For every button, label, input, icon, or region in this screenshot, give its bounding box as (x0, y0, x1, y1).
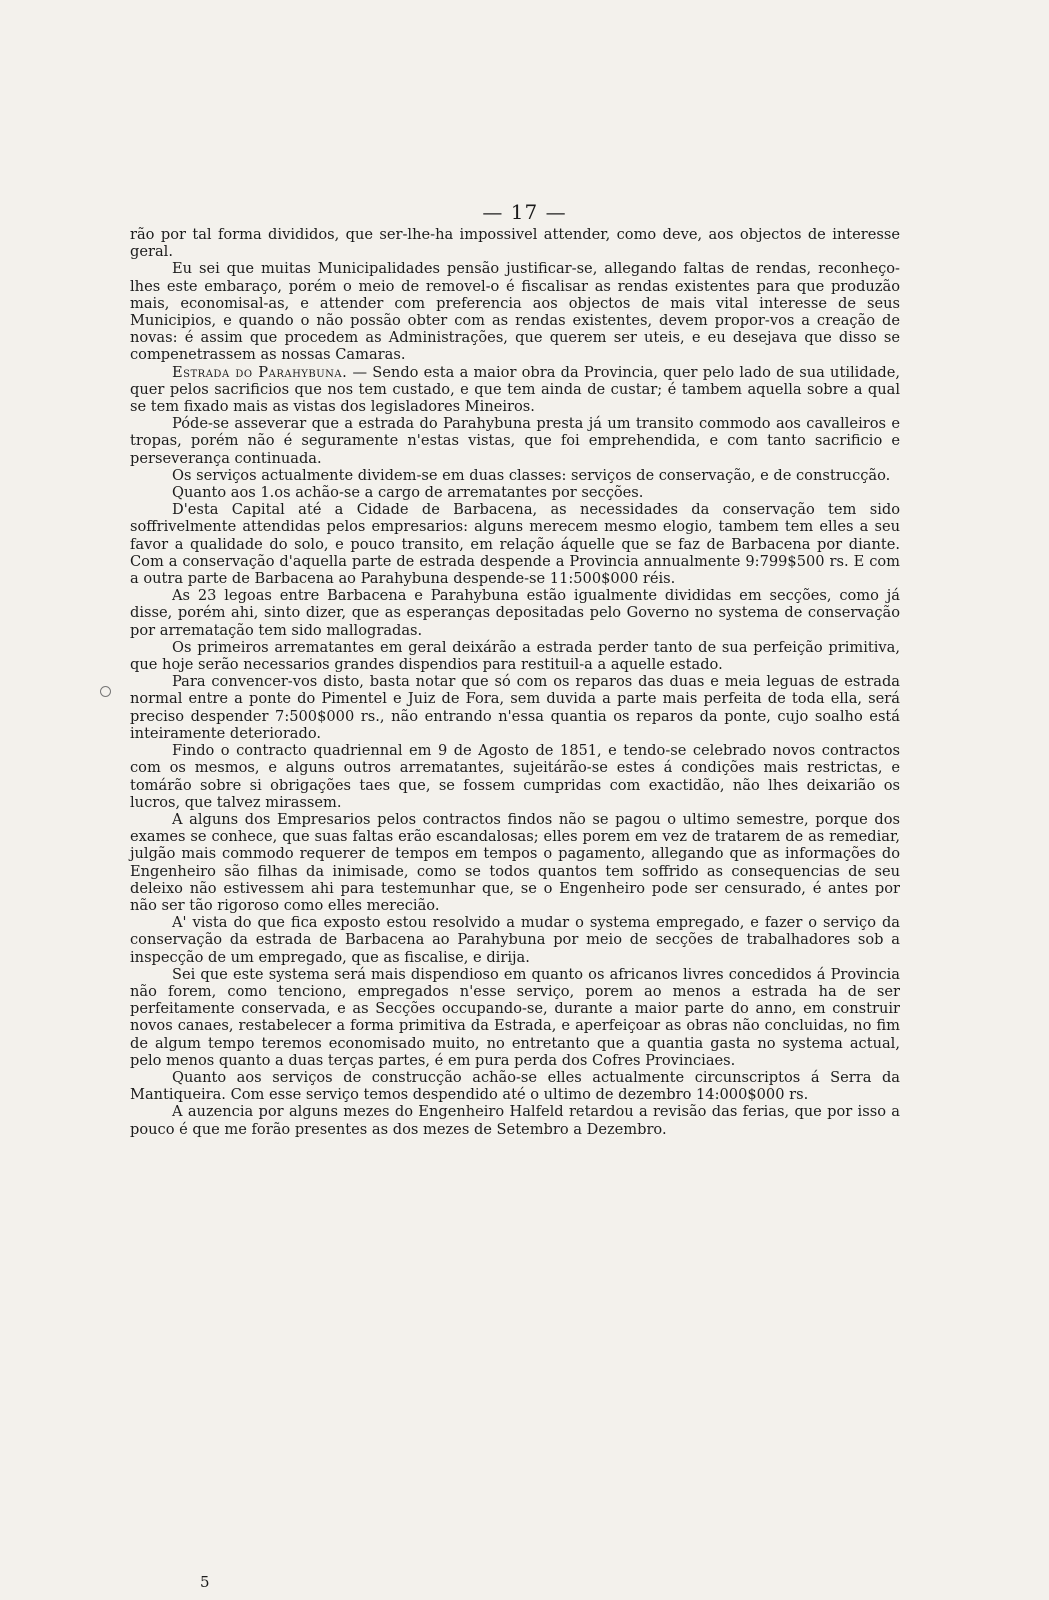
paragraph: A alguns dos Empresarios pelos contractos findos não se pagou o ultimo semestre, porque dos exames se conhece, que suas faltas erão escandalosas; elles porem em vez de tratarem de as remediar, julgão mais commodo requerer de tempos em tempos o pagamento, allegando que as informações do Engenheiro são filhas da inimisade, como se todos quantos tem soffrido as consequencias de seu deleixo não estivessem ahi para testemunhar que, se o Engenheiro pode ser censurado, é antes por não ser tão rigoroso como elles merecião. (130, 810, 900, 914)
body-text (130, 226, 900, 1138)
paragraph: A auzencia por alguns mezes do Engenheiro Halfeld retardou a revisão das ferias, que por isso a pouco é que me forão presentes as dos mezes de Setembro a Dezembro. (130, 1103, 900, 1138)
paragraph: Quanto aos 1.os achão-se a cargo de arrematantes por secções. (172, 484, 644, 502)
paragraph: rão por tal forma divididos, que ser-lhe-ha impossivel attender, como deve, aos objectos de interesse geral. (130, 226, 900, 261)
paragraph: A' vista do que fica exposto estou resolvido a mudar o systema empregado, e fazer o serviço da conservação da estrada de Barbacena ao Parahybuna por meio de secções de trabalhadores sob a inspecção de um empregado, que as fiscalise, e dirija. (130, 914, 900, 966)
section-paragraph-estrada (130, 364, 900, 416)
signature-mark: 5 (200, 1573, 210, 1591)
paragraph: Para convencer-vos disto, basta notar que só com os reparos das duas e meia leguas de estrada normal entre a ponte do Pimentel e Juiz de Fora, sem duvida a parte mais perfeita de toda ella, será preciso despender 7:500$000 rs., não entrando n'essa quantia os reparos da ponte, cujo soalho está inteiramente deteriorado. (130, 673, 900, 742)
paragraph: As 23 legoas entre Barbacena e Parahybuna estão igualmente divididas em secções, como já disse, porém ahi, sinto dizer, que as esperanças depositadas pelo Governo no systema de conservação por arrematação tem sido mallogradas. (130, 587, 900, 639)
page-number: — 17 — (482, 200, 567, 224)
paragraph: Eu sei que muitas Municipalidades pensão justificar-se, allegando faltas de rendas, reconheço-lhes este embaraço, porém o meio de removel-o é fiscalisar as rendas existentes para que produzão mais, economisal-as, e attender com preferencia aos objectos de mais vital interesse de seus Municipios, e quando o não possão obter com as rendas existentes, devem propor-vos a creação de novas: é assim que procedem as Administrações, que querem ser uteis, e eu desejava que disso se compenetrassem as nossas Camaras. (130, 260, 900, 364)
section-text: — Sendo esta a maior obra da Provincia, quer pelo lado de sua utilidade, quer pelos sacrificios que nos tem custado, e que tem ainda de custar; é tambem aquella sobre a qual se tem fixado mais as vistas dos legisladores Mineiros. (130, 363, 900, 416)
paragraph: Os primeiros arrematantes em geral deixárão a estrada perder tanto de sua perfeição primitiva, que hoje serão necessarios grandes dispendios para restituil-a a aquelle estado. (130, 638, 900, 674)
paragraph: Quanto aos serviços de construcção achão-se elles actualmente circunscriptos á Serra da Mantiqueira. Com esse serviço temos despendido até o ultimo de dezembro 14:000$000 rs. (130, 1068, 900, 1104)
paragraph: Findo o contracto quadriennal em 9 de Agosto de 1851, e tendo-se celebrado novos contractos com os mesmos, e alguns outros arrematantes, sujeitárão-se estes á condições mais restrictas, e tomárão sobre si obrigações taes que, se fossem cumpridas com exactidão, não lhes deixarião os lucros, que talvez mirassem. (130, 742, 900, 811)
margin-mark (100, 686, 111, 697)
paragraph: Sei que este systema será mais dispendioso em quanto os africanos livres concedidos á Provincia não forem, como tenciono, empregados n'esse serviço, porem ao menos a estrada ha de ser perfeitamente conservada, e as Secções occupando-se, durante a maior parte do anno, em construir novos canaes, restabelecer a forma primitiva da Estrada, e aperfeiçoar as obras não concluidas, no fim de algum tempo teremos economisado muito, no entretanto que a quantia gasta no systema actual, pelo menos quanto a duas terças partes, é em pura perda dos Cofres Provinciaes. (130, 965, 900, 1069)
paragraph: D'esta Capital até a Cidade de Barbacena, as necessidades da conservação tem sido soffrivelmente attendidas pelos empresarios: alguns merecem mesmo elogio, tambem tem elles a seu favor a qualidade do solo, e pouco transito, em relação áquelle que se faz de Barbacena por diante. Com a conservação d'aquella parte de estrada despende a Provincia annualmente 9:799$500 rs. E com a outra parte de Barbacena ao Parahybuna despende-se 11:500$000 réis. (130, 501, 900, 588)
paragraph: Os serviços actualmente dividem-se em duas classes: serviços de conservação, e de construcção. (172, 466, 891, 484)
paragraph: Póde-se asseverar que a estrada do Parahybuna presta já um transito commodo aos cavalleiros e tropas, porém não é seguramente n'estas vistas, que foi emprehendida, e com tanto sacrificio e perseverança continuada. (130, 415, 900, 467)
section-heading: Estrada do Parahybuna. (172, 363, 348, 381)
